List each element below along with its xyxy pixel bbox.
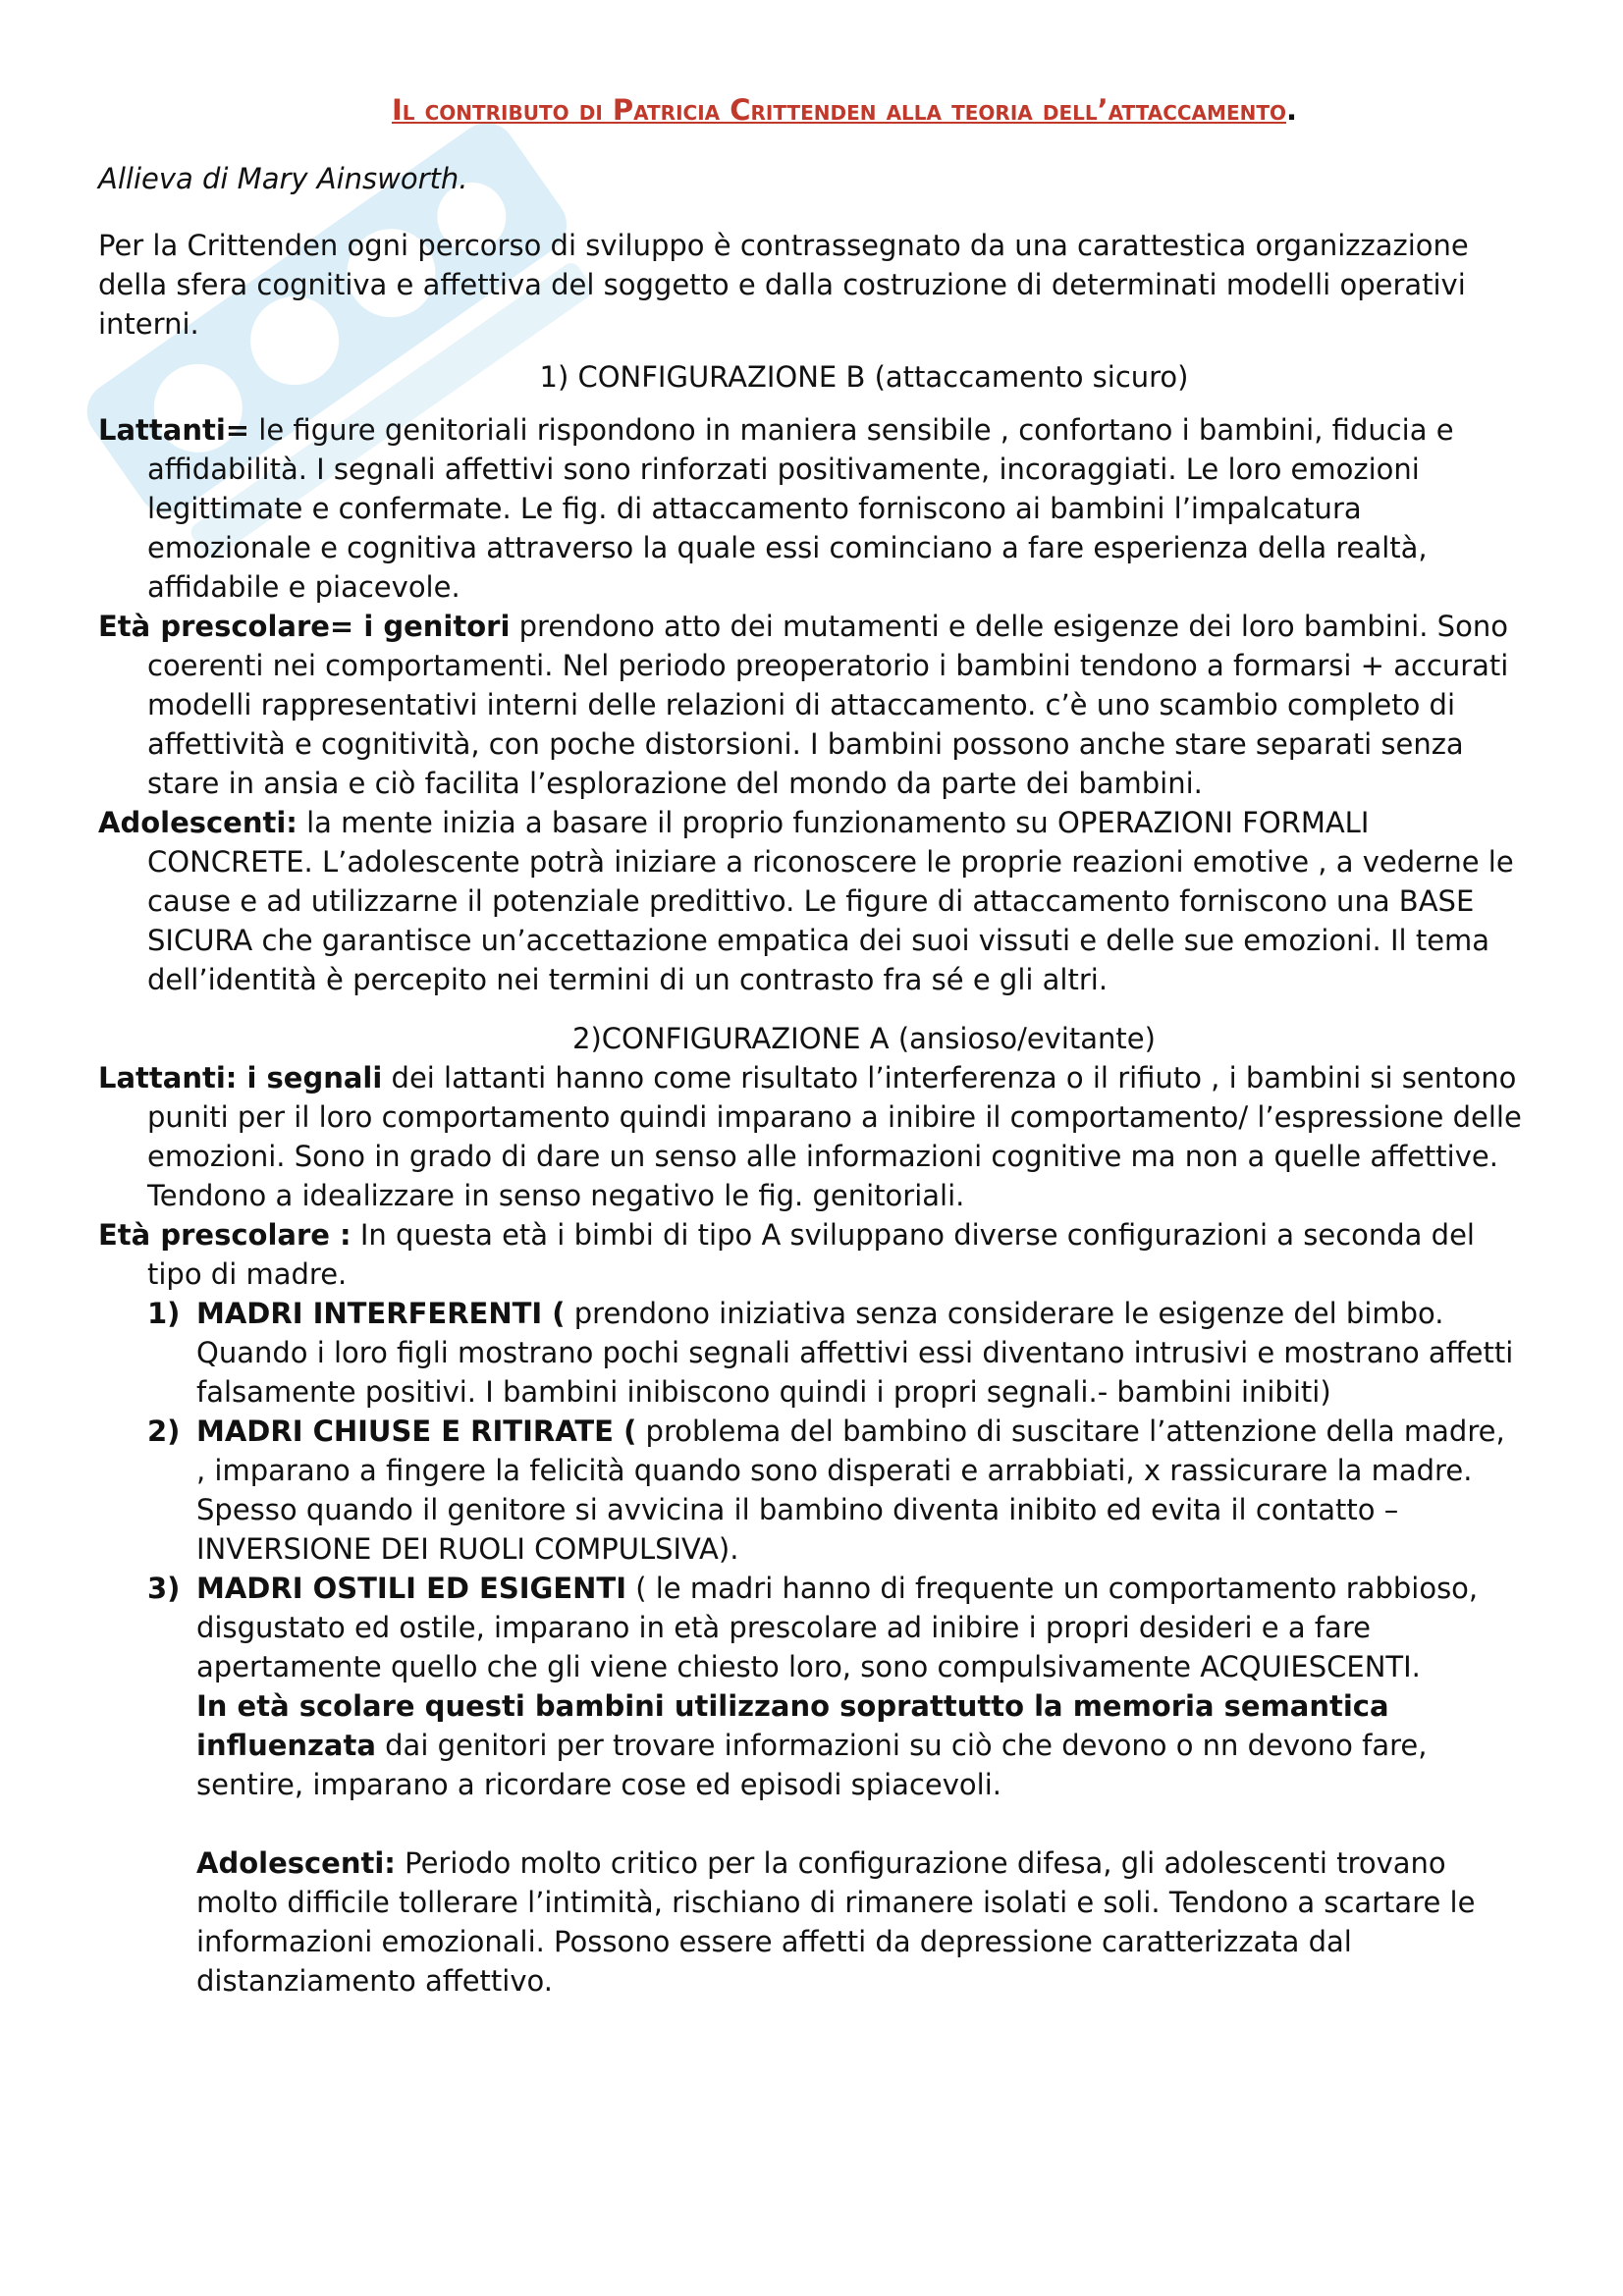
intro-paragraph: Per la Crittenden ogni percorso di sviluppo è contrassegnato da una carattestica organizzazione della sfera cognitiva e affettiva del soggetto e dalla costruzione di determinati modelli operativi interni.	[98, 229, 1469, 341]
config-a-heading: 2)CONFIGURAZIONE A (ansioso/evitante)	[572, 1022, 1156, 1055]
config-b-prescolare: Età prescolare= i genitori prendono atto dei mutamenti e delle esigenze dei loro bambini. Sono coerenti nei comportamenti. Nel periodo preoperatorio i bambini tendono a formarsi + accurati modelli rappresentativi interni delle relazioni di attaccamento. c’è uno scambio completo di affettività e cognitività, con poche distorsioni. I bambini possono anche stare separati senza stare in ansia e ciò facilita l’esplorazione del mondo da parte dei bambini.	[98, 610, 1509, 800]
scolare-paragraph: In età scolare questi bambini utilizzano soprattutto la memoria semantica influenzata dai genitori per trovare informazioni su ciò che devono o nn devono fare, sentire, imparano a ricordare cose ed episodi spiacevoli.	[196, 1689, 1428, 1801]
config-b-adolescenti: Adolescenti: la mente inizia a basare il proprio funzionamento su OPERAZIONI FORMALI CONCRETE. L’adolescente potrà iniziare a riconoscere le proprie reazioni emotive , a vederne le cause e ad utilizzarne il potenziale predittivo. Le figure di attaccamento forniscono una BASE SICURA che garantisce un’accettazione empatica dei suoi vissuti e delle sue emozioni. Il tema dell’identità è percepito nei termini di un contrasto fra sé e gli altri.	[98, 806, 1514, 996]
list-item: 3) MADRI OSTILI ED ESIGENTI ( le madri hanno di frequente un comportamento rabbioso, disgustato ed ostile, imparano in età prescolare ad inibire i propri desideri e a fare apertamente quello che gli viene chiesto loro, sono compulsivamente ACQUIESCENTI.	[147, 1572, 1479, 1683]
list-item: 2) MADRI CHIUSE E RITIRATE ( problema del bambino di suscitare l’attenzione della madre, , imparano a fingere la felicità quando sono disperati e arrabbiati, x rassicurare la madre. Spesso quando il genitore si avvicina il bambino diventa inibito ed evita il contatto – INVERSIONE DEI RUOLI COMPULSIVA).	[147, 1415, 1505, 1566]
config-b-lattanti: Lattanti= le figure genitoriali rispondono in maniera sensibile , confortano i bambini, fiducia e affidabilità. I segnali affettivi sono rinforzati positivamente, incoraggiati. Le loro emozioni legittimate e confermate. Le fig. di attaccamento forniscono ai bambini l’impalcatura emozionale e cognitiva attraverso la quale essi cominciano a fare esperienza della realtà, affidabile e piacevole.	[98, 413, 1454, 604]
document-title: Il contributo di Patricia Crittenden alla teoria dell’attaccamento.	[391, 93, 1298, 127]
list-item: 1) MADRI INTERFERENTI ( prendono iniziativa senza considerare le esigenze del bimbo. Quando i loro figli mostrano pochi segnali affettivi essi diventano intrusivi e mostrano affetti falsamente positivi. I bambini inibiscono quindi i propri segnali.- bambini inibiti)	[147, 1297, 1514, 1409]
document-page	[98, 90, 1532, 2001]
config-a-adolescenti: Adolescenti: Periodo molto critico per la configurazione difesa, gli adolescenti trovano molto difficile tollerare l’intimità, rischiano di rimanere isolati e soli. Tendono a scartare le informazioni emozionali. Possono essere affetti da depressione caratterizzata dal distanziamento affettivo.	[196, 1846, 1476, 1998]
madri-list	[147, 1294, 1532, 1686]
config-a-prescolare: Età prescolare : In questa età i bimbi di tipo A sviluppano diverse configurazioni a seconda del tipo di madre.	[98, 1218, 1475, 1291]
document-subtitle: Allieva di Mary Ainsworth.	[98, 162, 468, 195]
config-a-lattanti: Lattanti: i segnali dei lattanti hanno come risultato l’interferenza o il rifiuto , i bambini si sentono puniti per il loro comportamento quindi imparano a inibire il comportamento/ l’espressione delle emozioni. Sono in grado di dare un senso alle informazioni cognitive ma non a quelle affettive. Tendono a idealizzare in senso negativo le fig. genitoriali.	[98, 1061, 1522, 1212]
config-b-heading: 1) CONFIGURAZIONE B (attaccamento sicuro)	[539, 360, 1189, 394]
